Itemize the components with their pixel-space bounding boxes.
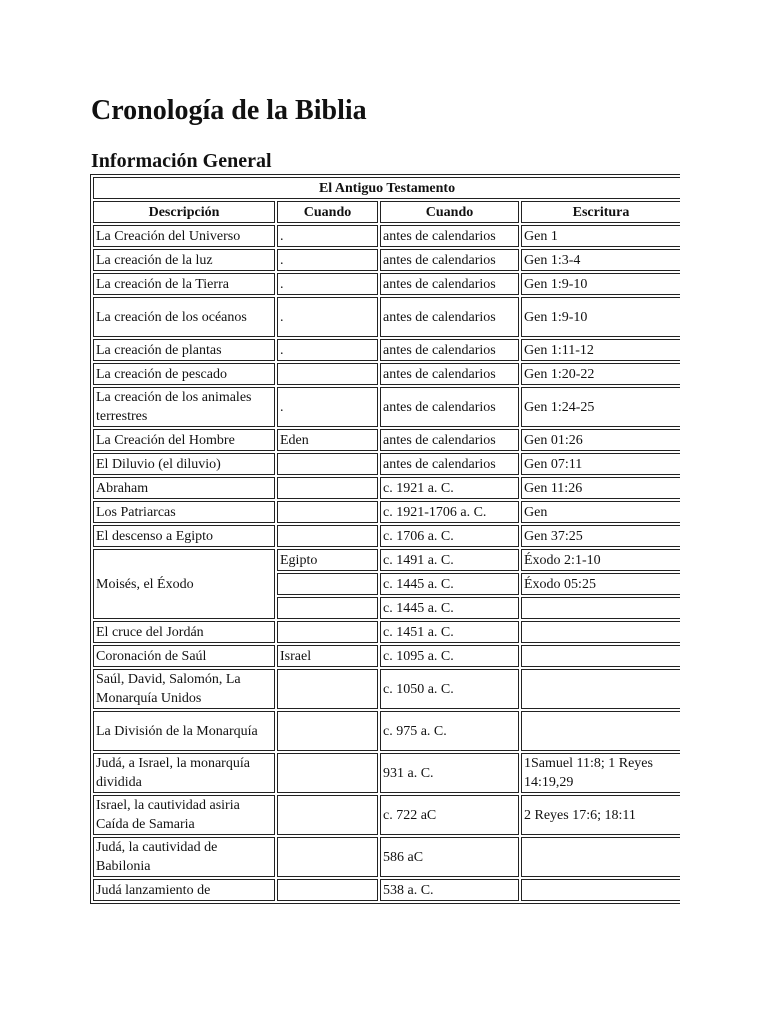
column-header-place: Cuando [277, 201, 378, 223]
cell-scripture [521, 669, 680, 709]
cell-when: c. 975 a. C. [380, 711, 519, 751]
cell-when: c. 1921 a. C. [380, 477, 519, 499]
cell-when: c. 1445 a. C. [380, 573, 519, 595]
table-row [93, 501, 680, 523]
table-row [93, 249, 680, 271]
page-title: Cronología de la Biblia [91, 95, 367, 126]
cell-scripture: 2 Reyes 17:6; 18:11 [521, 795, 680, 835]
cell-when: antes de calendarios [380, 339, 519, 361]
cell-place [277, 879, 378, 901]
cell-scripture: Gen 11:26 [521, 477, 680, 499]
column-header-scripture: Escritura [521, 201, 680, 223]
table-row [93, 453, 680, 475]
cell-description: El Diluvio (el diluvio) [93, 453, 275, 475]
cell-when: 538 a. C. [380, 879, 519, 901]
cell-when: antes de calendarios [380, 429, 519, 451]
cell-place [277, 525, 378, 547]
cell-place [277, 711, 378, 751]
cell-when: antes de calendarios [380, 363, 519, 385]
cell-scripture: Gen 1:9-10 [521, 273, 680, 295]
cell-place [277, 453, 378, 475]
table-row [93, 711, 680, 751]
cell-place [277, 363, 378, 385]
table-row [93, 477, 680, 499]
cell-when: c. 1095 a. C. [380, 645, 519, 667]
cell-place: Egipto [277, 549, 378, 571]
cell-description: Judá, la cautividad de Babilonia [93, 837, 275, 877]
cell-scripture: Gen 1 [521, 225, 680, 247]
cell-scripture: 1Samuel 11:8; 1 Reyes 14:19,29 [521, 753, 680, 793]
table-row [93, 297, 680, 337]
cell-scripture [521, 645, 680, 667]
cell-when: antes de calendarios [380, 453, 519, 475]
table-row [93, 669, 680, 709]
cell-description: Moisés, el Éxodo [93, 549, 275, 619]
chronology-table [90, 174, 680, 904]
cell-description: Coronación de Saúl [93, 645, 275, 667]
cell-when: c. 1050 a. C. [380, 669, 519, 709]
cell-when: 586 aC [380, 837, 519, 877]
column-header-when: Cuando [380, 201, 519, 223]
cell-scripture [521, 597, 680, 619]
cell-description: Abraham [93, 477, 275, 499]
cell-scripture: Gen 37:25 [521, 525, 680, 547]
cell-description: La creación de pescado [93, 363, 275, 385]
table-row [93, 549, 680, 571]
cell-description: Judá, a Israel, la monarquía dividida [93, 753, 275, 793]
cell-description: Los Patriarcas [93, 501, 275, 523]
cell-scripture: Gen 01:26 [521, 429, 680, 451]
cell-description: El cruce del Jordán [93, 621, 275, 643]
cell-scripture: Éxodo 05:25 [521, 573, 680, 595]
cell-scripture [521, 879, 680, 901]
table-row [93, 621, 680, 643]
table-row [93, 339, 680, 361]
cell-description: La Creación del Hombre [93, 429, 275, 451]
cell-scripture [521, 711, 680, 751]
cell-scripture: Gen 1:11-12 [521, 339, 680, 361]
cell-when: c. 722 aC [380, 795, 519, 835]
cell-description: Judá lanzamiento de [93, 879, 275, 901]
cell-description: Saúl, David, Salomón, La Monarquía Unidos [93, 669, 275, 709]
cell-when: antes de calendarios [380, 273, 519, 295]
cell-scripture: Gen 1:24-25 [521, 387, 680, 427]
cell-scripture: Gen 1:9-10 [521, 297, 680, 337]
cell-place [277, 837, 378, 877]
table-row [93, 387, 680, 427]
table-row [93, 795, 680, 835]
cell-scripture: Gen 1:3-4 [521, 249, 680, 271]
cell-place [277, 753, 378, 793]
cell-description: La Creación del Universo [93, 225, 275, 247]
cell-scripture: Éxodo 2:1-10 [521, 549, 680, 571]
cell-scripture: Gen 1:20-22 [521, 363, 680, 385]
cell-when: antes de calendarios [380, 249, 519, 271]
table-container [90, 174, 680, 918]
table-row [93, 225, 680, 247]
cell-place: . [277, 339, 378, 361]
cell-place [277, 501, 378, 523]
cell-place: . [277, 387, 378, 427]
cell-place: . [277, 249, 378, 271]
cell-place [277, 669, 378, 709]
column-header-description: Descripción [93, 201, 275, 223]
table-row [93, 429, 680, 451]
cell-when: c. 1451 a. C. [380, 621, 519, 643]
section-heading: Información General [91, 150, 272, 172]
cell-when: antes de calendarios [380, 297, 519, 337]
cell-scripture: Gen [521, 501, 680, 523]
table-row [93, 753, 680, 793]
table-row [93, 525, 680, 547]
cell-scripture [521, 837, 680, 877]
table-row [93, 879, 680, 901]
cell-place: . [277, 225, 378, 247]
table-row [93, 645, 680, 667]
table-row [93, 837, 680, 877]
cell-place: Eden [277, 429, 378, 451]
table-row [93, 363, 680, 385]
cell-description: La División de la Monarquía [93, 711, 275, 751]
cell-when: c. 1445 a. C. [380, 597, 519, 619]
table-caption: El Antiguo Testamento [93, 177, 680, 199]
cell-place [277, 795, 378, 835]
cell-description: La creación de plantas [93, 339, 275, 361]
cell-when: c. 1491 a. C. [380, 549, 519, 571]
cell-description: La creación de los animales terrestres [93, 387, 275, 427]
cell-description: La creación de los océanos [93, 297, 275, 337]
cell-scripture [521, 621, 680, 643]
cell-place [277, 477, 378, 499]
cell-place [277, 621, 378, 643]
cell-place [277, 573, 378, 595]
table-row [93, 273, 680, 295]
cell-when: 931 a. C. [380, 753, 519, 793]
cell-place [277, 597, 378, 619]
cell-when: antes de calendarios [380, 225, 519, 247]
cell-when: c. 1706 a. C. [380, 525, 519, 547]
cell-description: El descenso a Egipto [93, 525, 275, 547]
cell-place: . [277, 273, 378, 295]
cell-when: antes de calendarios [380, 387, 519, 427]
cell-description: Israel, la cautividad asiria Caída de Samaria [93, 795, 275, 835]
cell-when: c. 1921-1706 a. C. [380, 501, 519, 523]
cell-description: La creación de la luz [93, 249, 275, 271]
cell-scripture: Gen 07:11 [521, 453, 680, 475]
cell-description: La creación de la Tierra [93, 273, 275, 295]
cell-place: Israel [277, 645, 378, 667]
cell-place: . [277, 297, 378, 337]
